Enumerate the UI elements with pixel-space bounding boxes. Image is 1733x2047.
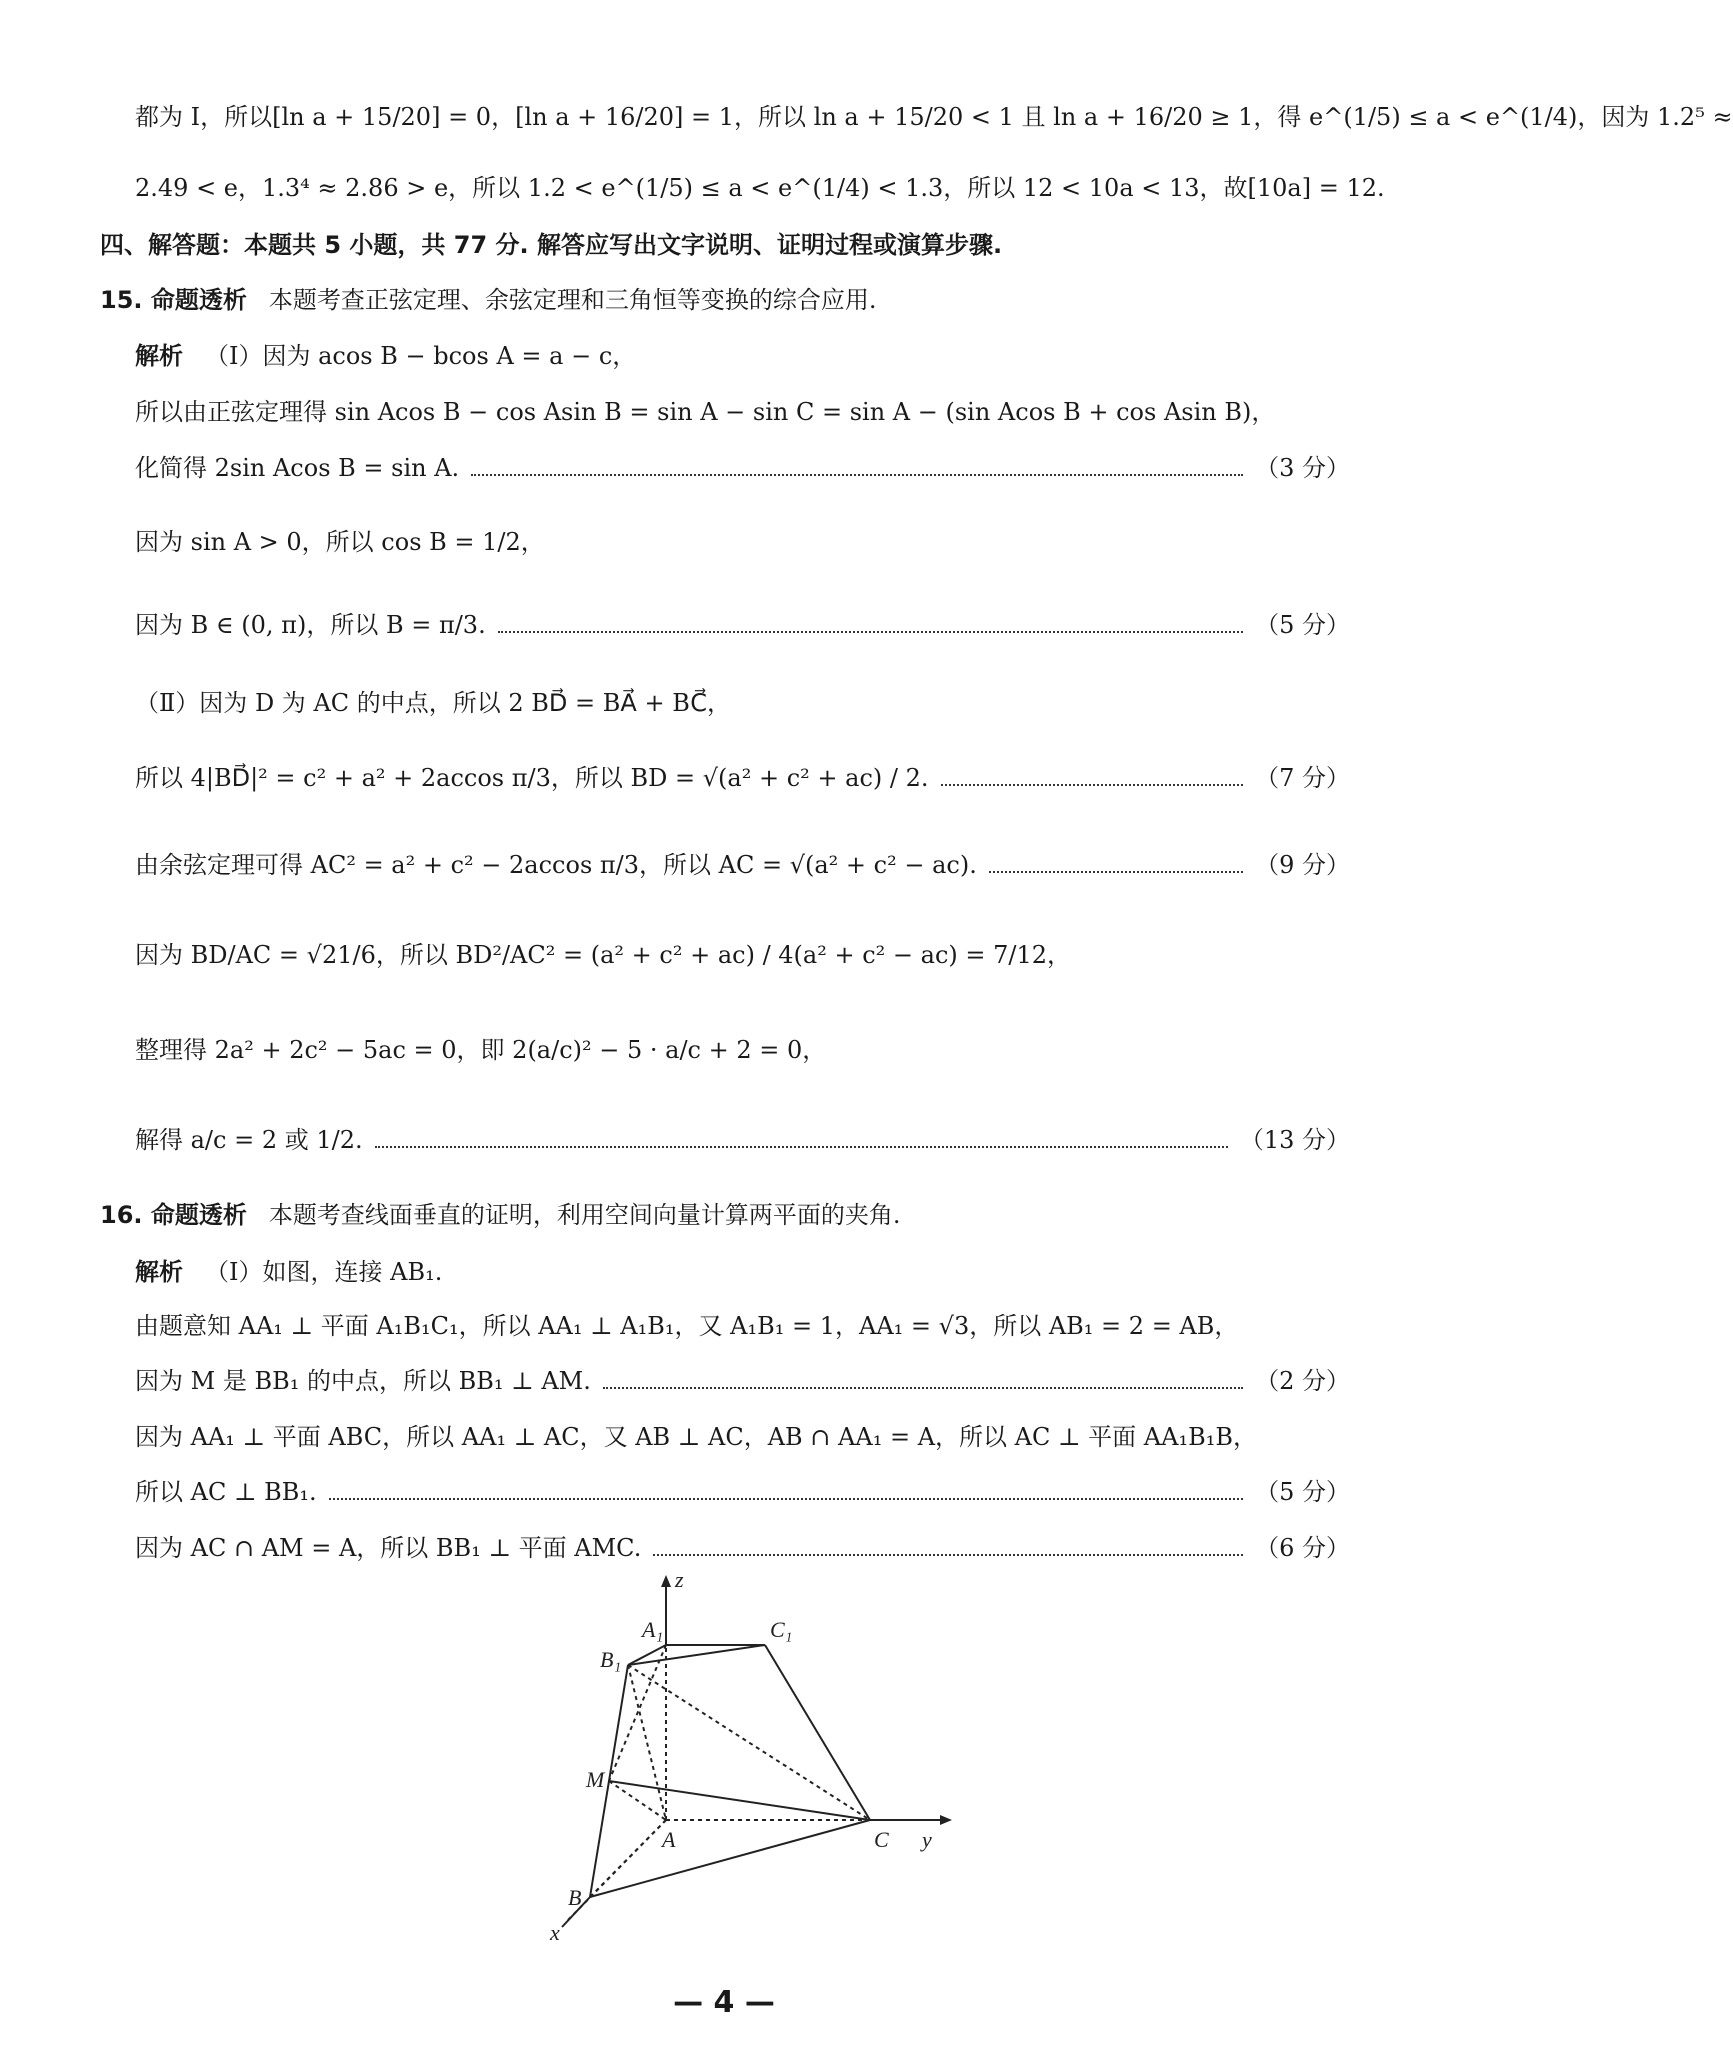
score-points: （5 分） bbox=[1255, 1478, 1350, 1506]
text-span: 因为 B ∈ (0, π)，所以 B = π/3. bbox=[135, 611, 486, 639]
text-line: 因为 sin A > 0，所以 cos B = 1/2， bbox=[135, 528, 545, 556]
score-line bbox=[135, 845, 1350, 885]
section-heading: 四、解答题：本题共 5 小题，共 77 分. 解答应写出文字说明、证明过程或演算步骤. bbox=[100, 231, 1003, 259]
dot-leader bbox=[471, 472, 1243, 476]
score-line bbox=[135, 605, 1350, 645]
text-line: 都为 I，所以[ln a + 15/20] = 0，[ln a + 16/20] = 1，所以 ln a + 15/20 < 1 且 ln a + 16/20 ≥ 1，得 e^(1/5) ≤ a < e^(1/4)，因为 1.2⁵ ≈ bbox=[135, 103, 1733, 131]
text-line: 因为 AA₁ ⊥ 平面 ABC，所以 AA₁ ⊥ AC，又 AB ⊥ AC，AB ∩ AA₁ = A，所以 AC ⊥ 平面 AA₁B₁B， bbox=[135, 1423, 1257, 1451]
text-line: 2.49 < e，1.3⁴ ≈ 2.86 > e，所以 1.2 < e^(1/5) ≤ a < e^(1/4) < 1.3，所以 12 < 10a < 13，故[10a] = 12. bbox=[135, 174, 1385, 202]
prism-diagram bbox=[520, 1565, 960, 1945]
score-line bbox=[135, 1528, 1350, 1568]
text-line: 因为 BD/AC = √21/6，所以 BD²/AC² = (a² + c² + ac) / 4(a² + c² − ac) = 7/12， bbox=[135, 941, 1072, 969]
dot-leader bbox=[989, 869, 1243, 873]
text-span: 化简得 2sin Acos B = sin A. bbox=[135, 454, 460, 482]
dot-leader bbox=[498, 629, 1243, 633]
y-axis-arrow bbox=[940, 1815, 952, 1825]
label-c1: C₁ bbox=[770, 1617, 793, 1642]
text-line bbox=[135, 1252, 1350, 1292]
analysis-label: 解析 bbox=[135, 1258, 183, 1286]
label-a1: A₁ bbox=[642, 1617, 664, 1642]
text-line bbox=[135, 336, 1350, 376]
text-span: 由余弦定理可得 AC² = a² + c² − 2accos π/3，所以 AC = √(a² + c² − ac). bbox=[135, 851, 977, 879]
score-points: （5 分） bbox=[1255, 611, 1350, 639]
text-span: 所以 4|BD⃗|² = c² + a² + 2accos π/3，所以 BD = √(a² + c² + ac) / 2. bbox=[135, 764, 929, 792]
dot-leader bbox=[329, 1496, 1243, 1500]
text-line: 由题意知 AA₁ ⊥ 平面 A₁B₁C₁，所以 AA₁ ⊥ A₁B₁，又 A₁B₁ = 1，AA₁ = √3，所以 AB₁ = 2 = AB， bbox=[135, 1312, 1239, 1340]
question-number: 16. 命题透析 bbox=[100, 1201, 247, 1229]
question-16-header bbox=[100, 1195, 1315, 1235]
edge-c1c bbox=[765, 1645, 870, 1820]
label-z: z bbox=[675, 1567, 684, 1592]
label-a: A bbox=[662, 1827, 676, 1852]
score-line bbox=[135, 448, 1350, 488]
dot-leader bbox=[653, 1552, 1243, 1556]
edge-bc bbox=[590, 1820, 870, 1897]
text-line: 所以由正弦定理得 sin Acos B − cos Asin B = sin A − sin C = sin A − (sin Acos B + cos Asin B)， bbox=[135, 398, 1276, 426]
text-span: （Ⅰ）如图，连接 AB₁. bbox=[205, 1258, 443, 1286]
score-points: （7 分） bbox=[1255, 764, 1350, 792]
score-points: （3 分） bbox=[1255, 454, 1350, 482]
label-b1: B₁ bbox=[600, 1647, 622, 1672]
z-axis-arrow bbox=[661, 1575, 671, 1587]
page-number: — 4 — bbox=[673, 1985, 775, 2020]
question-intro: 本题考查线面垂直的证明，利用空间向量计算两平面的夹角. bbox=[268, 1201, 901, 1229]
label-b: B bbox=[568, 1885, 582, 1910]
dot-leader bbox=[941, 782, 1244, 786]
score-line bbox=[135, 758, 1350, 798]
dot-leader bbox=[375, 1144, 1228, 1148]
segment-ab1 bbox=[628, 1665, 666, 1820]
question-number: 15. 命题透析 bbox=[100, 286, 247, 314]
segment-b1c bbox=[628, 1665, 870, 1820]
score-line bbox=[135, 1472, 1350, 1512]
segment-am bbox=[609, 1781, 666, 1820]
label-m: M bbox=[586, 1767, 605, 1792]
label-x: x bbox=[550, 1920, 560, 1945]
analysis-label: 解析 bbox=[135, 342, 183, 370]
score-points: （2 分） bbox=[1255, 1367, 1350, 1395]
question-15-header bbox=[100, 280, 1315, 320]
question-intro: 本题考查正弦定理、余弦定理和三角恒等变换的综合应用. bbox=[268, 286, 877, 314]
score-line bbox=[135, 1361, 1350, 1401]
text-line: （Ⅱ）因为 D 为 AC 的中点，所以 2 BD⃗ = BA⃗ + BC⃗， bbox=[135, 689, 732, 717]
segment-mc bbox=[609, 1781, 870, 1820]
text-span: 解得 a/c = 2 或 1/2. bbox=[135, 1126, 363, 1154]
score-points: （13 分） bbox=[1239, 1126, 1350, 1154]
dot-leader bbox=[603, 1385, 1243, 1389]
score-points: （9 分） bbox=[1255, 851, 1350, 879]
score-points: （6 分） bbox=[1255, 1534, 1350, 1562]
text-span: 因为 M 是 BB₁ 的中点，所以 BB₁ ⊥ AM. bbox=[135, 1367, 591, 1395]
score-line bbox=[135, 1120, 1350, 1160]
text-span: 所以 AC ⊥ BB₁. bbox=[135, 1478, 317, 1506]
text-span: 因为 AC ∩ AM = A，所以 BB₁ ⊥ 平面 AMC. bbox=[135, 1534, 642, 1562]
label-y: y bbox=[922, 1827, 932, 1852]
label-c: C bbox=[874, 1827, 889, 1852]
text-span: （Ⅰ）因为 acos B − bcos A = a − c， bbox=[205, 342, 637, 370]
text-line: 整理得 2a² + 2c² − 5ac = 0，即 2(a/c)² − 5 · a/c + 2 = 0， bbox=[135, 1036, 827, 1064]
prism-figure bbox=[520, 1565, 960, 1949]
